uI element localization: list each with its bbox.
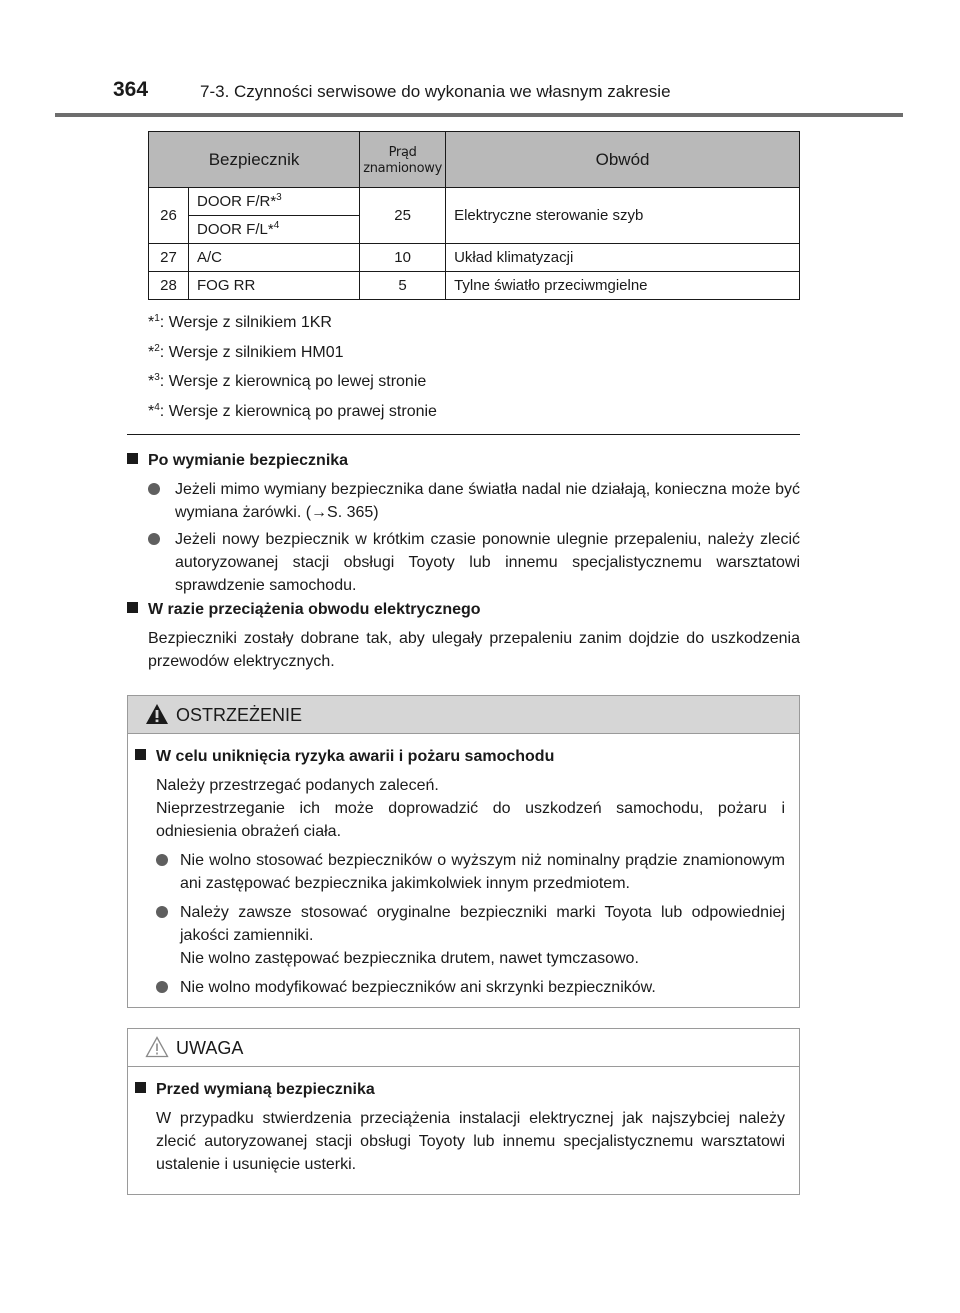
footnotes bbox=[148, 314, 437, 432]
square-bullet-icon bbox=[127, 453, 138, 464]
warning-text: Nieprzestrzeganie ich może doprowadzić do uszkodzeń samochodu, pożaru i odniesienia obrażeń ciała. bbox=[156, 800, 785, 840]
fuse-number: 28 bbox=[149, 272, 189, 300]
section-text: Bezpieczniki zostały dobrane tak, aby ulegały przepaleniu zanim dojdzie do uszkodzenia przewodów elektrycznych. bbox=[148, 630, 800, 670]
fuse-table bbox=[148, 131, 800, 300]
page-number: 364 bbox=[113, 78, 149, 101]
bullet-item: Nie wolno stosować bezpieczników o wyższym niż nominalny prądzie znamionowym ani zastępować bezpiecznika jakimkolwiek innym przedmiotem. bbox=[156, 849, 785, 895]
page-header bbox=[55, 78, 903, 118]
notice-box bbox=[127, 1028, 800, 1195]
table-header-row bbox=[149, 132, 800, 188]
warning-label: OSTRZEŻENIE bbox=[176, 705, 303, 725]
col-header-amperage: Prąd znamionowy bbox=[360, 132, 446, 188]
section-title: W razie przeciążenia obwodu elektrycznego bbox=[127, 598, 800, 621]
fuse-amperage: 5 bbox=[360, 272, 446, 300]
notice-label: UWAGA bbox=[176, 1038, 244, 1058]
bullet-dot-icon bbox=[156, 854, 168, 866]
bullet-item: Należy zawsze stosować oryginalne bezpieczniki marki Toyota lub odpowiedniej jakości zamienniki. Nie wolno zastępować bezpiecznika drutem, nawet tymczasowo. bbox=[156, 901, 785, 970]
table-row bbox=[149, 188, 800, 216]
fuse-name: A/C bbox=[189, 244, 360, 272]
section-overload bbox=[127, 598, 800, 673]
fuse-number: 26 bbox=[149, 188, 189, 244]
notice-title: Przed wymianą bezpiecznika bbox=[135, 1078, 785, 1101]
fuse-circuit: Układ klimatyzacji bbox=[446, 244, 800, 272]
col-header-fuse: Bezpiecznik bbox=[149, 132, 360, 188]
chapter-title: 7-3. Czynności serwisowe do wykonania we własnym zakresie bbox=[200, 82, 671, 101]
bullet-dot-icon bbox=[156, 981, 168, 993]
bullet-dot-icon bbox=[156, 906, 168, 918]
fuse-name: DOOR F/R*$^3$ bbox=[189, 188, 360, 216]
col-header-circuit: Obwód bbox=[446, 132, 800, 188]
notice-body bbox=[128, 1067, 799, 1190]
fuse-number: 27 bbox=[149, 244, 189, 272]
footnote: *$^4$: Wersje z kierownicą po prawej stronie bbox=[148, 401, 437, 420]
bullet-dot-icon bbox=[148, 483, 160, 495]
warning-text: Należy przestrzegać podanych zaleceń. bbox=[156, 777, 439, 794]
section-title: Po wymianie bezpiecznika bbox=[127, 449, 800, 472]
warning-triangle-icon bbox=[145, 703, 169, 725]
fuse-name: FOG RR bbox=[189, 272, 360, 300]
square-bullet-icon bbox=[135, 749, 146, 760]
square-bullet-icon bbox=[135, 1082, 146, 1093]
notice-header bbox=[128, 1029, 799, 1067]
warning-title: W celu uniknięcia ryzyka awarii i pożaru samochodu bbox=[135, 745, 785, 768]
section-divider bbox=[127, 434, 800, 435]
fuse-circuit: Tylne światło przeciwmgielne bbox=[446, 272, 800, 300]
fuse-amperage: 10 bbox=[360, 244, 446, 272]
footnote: *$^3$: Wersje z kierownicą po lewej stronie bbox=[148, 372, 427, 390]
bullet-item: Jeżeli mimo wymiany bezpiecznika dane światła nadal nie działają, konieczna może być wymiana żarówki. (→S. 365) bbox=[148, 478, 800, 524]
bullet-item: Jeżeli nowy bezpiecznik w krótkim czasie ponownie ulegnie przepaleniu, należy zlecić autoryzowanej stacji obsługi Toyoty lub innemu specjalistycznemu warsztatowi sprawdzenie samochodu. bbox=[148, 528, 800, 597]
bullet-dot-icon bbox=[148, 533, 160, 545]
warning-body bbox=[128, 734, 799, 1013]
warning-box bbox=[127, 695, 800, 1008]
footnote: *$^2$: Wersje z silnikiem HM01 bbox=[148, 342, 344, 361]
table-row bbox=[149, 272, 800, 300]
table-row bbox=[149, 244, 800, 272]
section-after-replacement bbox=[127, 449, 800, 597]
caution-triangle-icon bbox=[145, 1036, 169, 1058]
square-bullet-icon bbox=[127, 602, 138, 613]
fuse-amperage: 25 bbox=[360, 188, 446, 244]
fuse-name: DOOR F/L*$^4$ bbox=[189, 216, 360, 244]
notice-text: W przypadku stwierdzenia przeciążenia instalacji elektrycznej jak najszybciej należy zlecić autoryzowanej stacji obsługi Toyoty lub innemu specjalistycznemu warsztatowi ustalenie i usunięcie usterki. bbox=[156, 1110, 785, 1173]
header-rule bbox=[55, 113, 903, 117]
footnote: *$^1$: Wersje z silnikiem 1KR bbox=[148, 313, 332, 331]
bullet-item: Nie wolno modyfikować bezpieczników ani skrzynki bezpieczników. bbox=[156, 976, 785, 999]
fuse-circuit: Elektryczne sterowanie szyb bbox=[446, 188, 800, 244]
warning-header bbox=[128, 696, 799, 734]
